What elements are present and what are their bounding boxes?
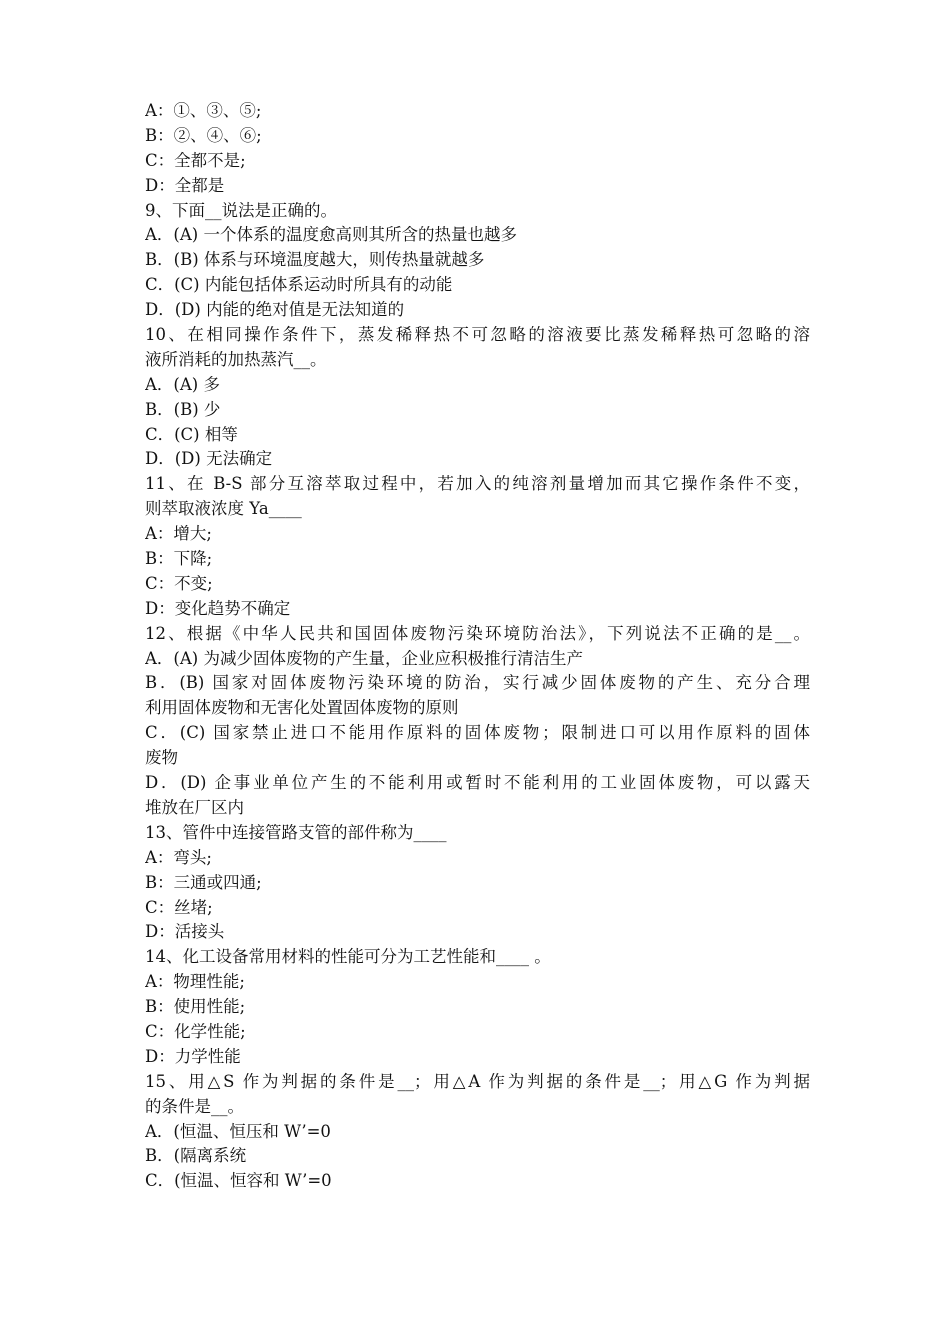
option-line: D：全都是 <box>145 175 225 195</box>
option-line: B．(B) 少 <box>145 399 221 419</box>
option-line: C．(C) 内能包括体系运动时所具有的动能 <box>145 275 453 295</box>
question-14: 14、化工设备常用材料的性能可分为工艺性能和____ 。 <box>145 947 551 967</box>
option-line: C：化学性能; <box>145 1021 246 1041</box>
option-line: C：不变; <box>145 573 213 593</box>
option-line: A：物理性能; <box>145 972 245 992</box>
question-15-cont: 的条件是__。 <box>145 1096 244 1116</box>
question-10: 10、在相同操作条件下，蒸发稀释热不可忽略的溶液要比蒸发稀释热可忽略的溶 <box>145 325 810 345</box>
question-11-cont: 则萃取液浓度 Ya____ <box>145 499 302 519</box>
option-line: D：变化趋势不确定 <box>145 598 291 618</box>
option-line: C．(恒温、恒容和 W’=0 <box>145 1171 332 1191</box>
option-line-cont: 利用固体废物和无害化处置固体废物的原则 <box>145 698 459 718</box>
option-line: C．(C) 相等 <box>145 424 238 444</box>
option-line: B．(隔离系统 <box>145 1146 247 1166</box>
option-line: A：增大; <box>145 524 212 544</box>
option-line: A：①、③、⑤; <box>145 101 262 120</box>
option-line: B：使用性能; <box>145 997 246 1017</box>
option-line: B：三通或四通; <box>145 872 262 892</box>
question-9: 9、下面__说法是正确的。 <box>145 200 337 220</box>
option-line: D．(D) 内能的绝对值是无法知道的 <box>145 300 405 320</box>
option-line: A．(A) 一个体系的温度愈高则其所含的热量也越多 <box>145 225 517 245</box>
question-12: 12、根据《中华人民共和国固体废物污染环境防治法》，下列说法不正确的是__。 <box>145 623 810 643</box>
option-line: B．(B) 体系与环境温度越大，则传热量就越多 <box>145 250 485 270</box>
option-line: C：丝堵; <box>145 897 213 917</box>
option-line: C．(C) 国家禁止进口不能用作原料的固体废物；限制进口可以用作原料的固体 <box>145 723 810 743</box>
option-line: A：弯头; <box>145 847 212 867</box>
option-line-cont: 废物 <box>145 748 178 768</box>
question-15: 15、用△S 作为判据的条件是__；用△A 作为判据的条件是__；用△G 作为判据 <box>145 1071 810 1091</box>
option-line: C：全都不是; <box>145 150 246 170</box>
question-11: 11、在 B-S 部分互溶萃取过程中，若加入的纯溶剂量增加而其它操作条件不变， <box>145 474 810 494</box>
option-line: A．(A) 多 <box>145 374 220 394</box>
option-line: A．(恒温、恒压和 W’=0 <box>145 1121 331 1141</box>
option-line: B：下降; <box>145 549 213 569</box>
option-line: D．(D) 无法确定 <box>145 449 273 469</box>
question-10-cont: 液所消耗的加热蒸汽__。 <box>145 349 327 369</box>
option-line: B：②、④、⑥; <box>145 125 262 145</box>
option-line-cont: 堆放在厂区内 <box>145 797 244 817</box>
option-line: D．(D) 企事业单位产生的不能利用或暂时不能利用的工业固体废物，可以露天 <box>145 773 810 793</box>
document-body <box>145 99 810 1194</box>
option-line: D：活接头 <box>145 922 225 942</box>
option-line: D：力学性能 <box>145 1046 241 1066</box>
option-line: B．(B) 国家对固体废物污染环境的防治，实行减少固体废物的产生、充分合理 <box>145 673 810 693</box>
option-line: A．(A) 为减少固体废物的产生量，企业应积极推行清洁生产 <box>145 648 583 668</box>
question-13: 13、管件中连接管路支管的部件称为____ <box>145 822 447 842</box>
